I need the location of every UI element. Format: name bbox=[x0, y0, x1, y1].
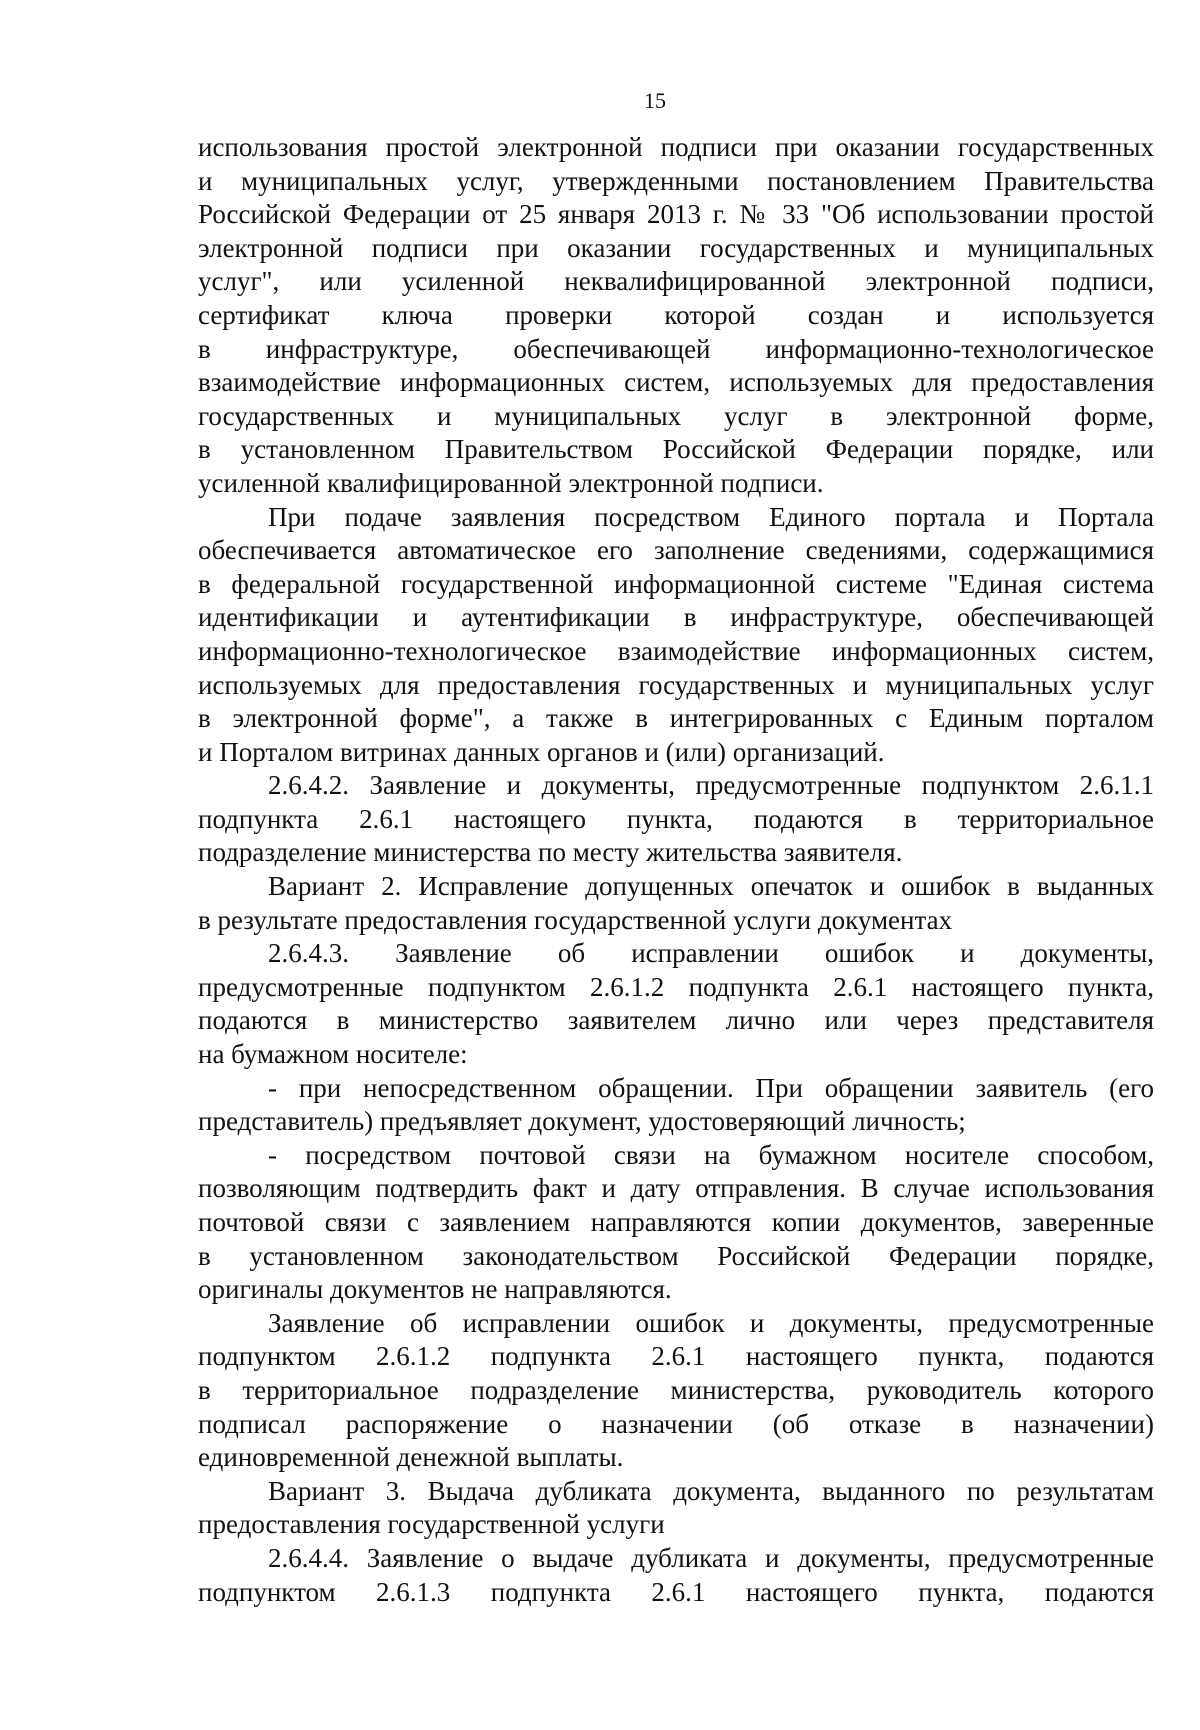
text-line: подпункта 2.6.1 настоящего пункта, подаются в территориальное bbox=[198, 803, 1154, 834]
text-line: и муниципальных услуг, утвержденными постановлением Правительства bbox=[198, 165, 1154, 196]
text-line: подаются в министерство заявителем лично или через представителя bbox=[198, 1005, 1154, 1036]
text-line: усиленной квалифицированной электронной подписи. bbox=[198, 467, 824, 498]
text-line: в территориальное подразделение министерства, руководитель которого bbox=[198, 1374, 1154, 1405]
text-line: использования простой электронной подписи при оказании государственных bbox=[198, 132, 1154, 162]
text-line: единовременной денежной выплаты. bbox=[198, 1442, 624, 1473]
text-line: подпунктом 2.6.1.2 подпункта 2.6.1 настоящего пункта, подаются bbox=[198, 1341, 1154, 1372]
text-line: в установленном Правительством Российской Федерации порядке, или bbox=[198, 434, 1154, 465]
text-line: При подаче заявления посредством Единого портала и Портала bbox=[268, 501, 1154, 532]
text-line: 2.6.4.2. Заявление и документы, предусмотренные подпунктом 2.6.1.1 bbox=[268, 770, 1154, 801]
text-line: в федеральной государственной информационной системе "Единая система bbox=[198, 568, 1154, 599]
document-body bbox=[198, 131, 1154, 1609]
text-line: в инфраструктуре, обеспечивающей информационно-технологическое bbox=[198, 333, 1154, 364]
text-line: почтовой связи с заявлением направляются копии документов, заверенные bbox=[198, 1207, 1154, 1237]
text-line: Заявление об исправлении ошибок и документы, предусмотренные bbox=[268, 1307, 1154, 1338]
text-line: - посредством почтовой связи на бумажном носителе способом, bbox=[268, 1139, 1154, 1170]
text-line: и Порталом витринах данных органов и (или) организаций. bbox=[198, 736, 885, 767]
text-line: в установленном законодательством Российской Федерации порядке, bbox=[198, 1240, 1154, 1271]
text-line: услуг", или усиленной неквалифицированной электронной подписи, bbox=[198, 266, 1154, 297]
text-line: государственных и муниципальных услуг в электронной форме, bbox=[198, 400, 1154, 431]
text-line: 2.6.4.4. Заявление о выдаче дубликата и документы, предусмотренные bbox=[268, 1542, 1154, 1573]
text-line: подпунктом 2.6.1.3 подпункта 2.6.1 настоящего пункта, подаются bbox=[198, 1576, 1154, 1607]
text-line: подписал распоряжение о назначении (об отказе в назначении) bbox=[198, 1408, 1154, 1439]
text-line: Вариант 3. Выдача дубликата документа, выданного по результатам bbox=[268, 1475, 1154, 1506]
text-line: идентификации и аутентификации в инфраструктуре, обеспечивающей bbox=[198, 602, 1154, 633]
text-line: сертификат ключа проверки которой создан и используется bbox=[198, 299, 1154, 330]
text-line: Вариант 2. Исправление допущенных опечаток и ошибок в выданных bbox=[268, 871, 1154, 902]
text-line: электронной подписи при оказании государственных и муниципальных bbox=[198, 232, 1154, 263]
text-line: взаимодействие информационных систем, используемых для предоставления bbox=[198, 367, 1154, 398]
text-line: в электронной форме", а также в интегрированных с Единым порталом bbox=[198, 703, 1154, 734]
text-line: 2.6.4.3. Заявление об исправлении ошибок и документы, bbox=[268, 938, 1154, 969]
text-line: используемых для предоставления государственных и муниципальных услуг bbox=[198, 669, 1154, 700]
text-line: оригиналы документов не направляются. bbox=[198, 1274, 672, 1305]
text-line: в результате предоставления государственной услуги документах bbox=[198, 904, 953, 935]
text-line: обеспечивается автоматическое его заполнение сведениями, содержащимися bbox=[198, 535, 1154, 566]
text-line: Российской Федерации от 25 января 2013 г. № 33 "Об использовании простой bbox=[198, 199, 1154, 230]
text-line: на бумажном носителе: bbox=[198, 1039, 468, 1070]
page-number: 15 bbox=[644, 88, 666, 113]
text-line: подразделение министерства по месту жительства заявителя. bbox=[198, 837, 903, 868]
text-line: - при непосредственном обращении. При обращении заявитель (его bbox=[268, 1072, 1154, 1103]
text-line: представитель) предъявляет документ, удостоверяющий личность; bbox=[198, 1106, 966, 1137]
text-line: предоставления государственной услуги bbox=[198, 1509, 665, 1540]
text-line: информационно-технологическое взаимодействие информационных систем, bbox=[198, 635, 1154, 666]
text-line: позволяющим подтвердить факт и дату отправления. В случае использования bbox=[198, 1173, 1154, 1204]
text-line: предусмотренные подпунктом 2.6.1.2 подпункта 2.6.1 настоящего пункта, bbox=[198, 971, 1154, 1002]
